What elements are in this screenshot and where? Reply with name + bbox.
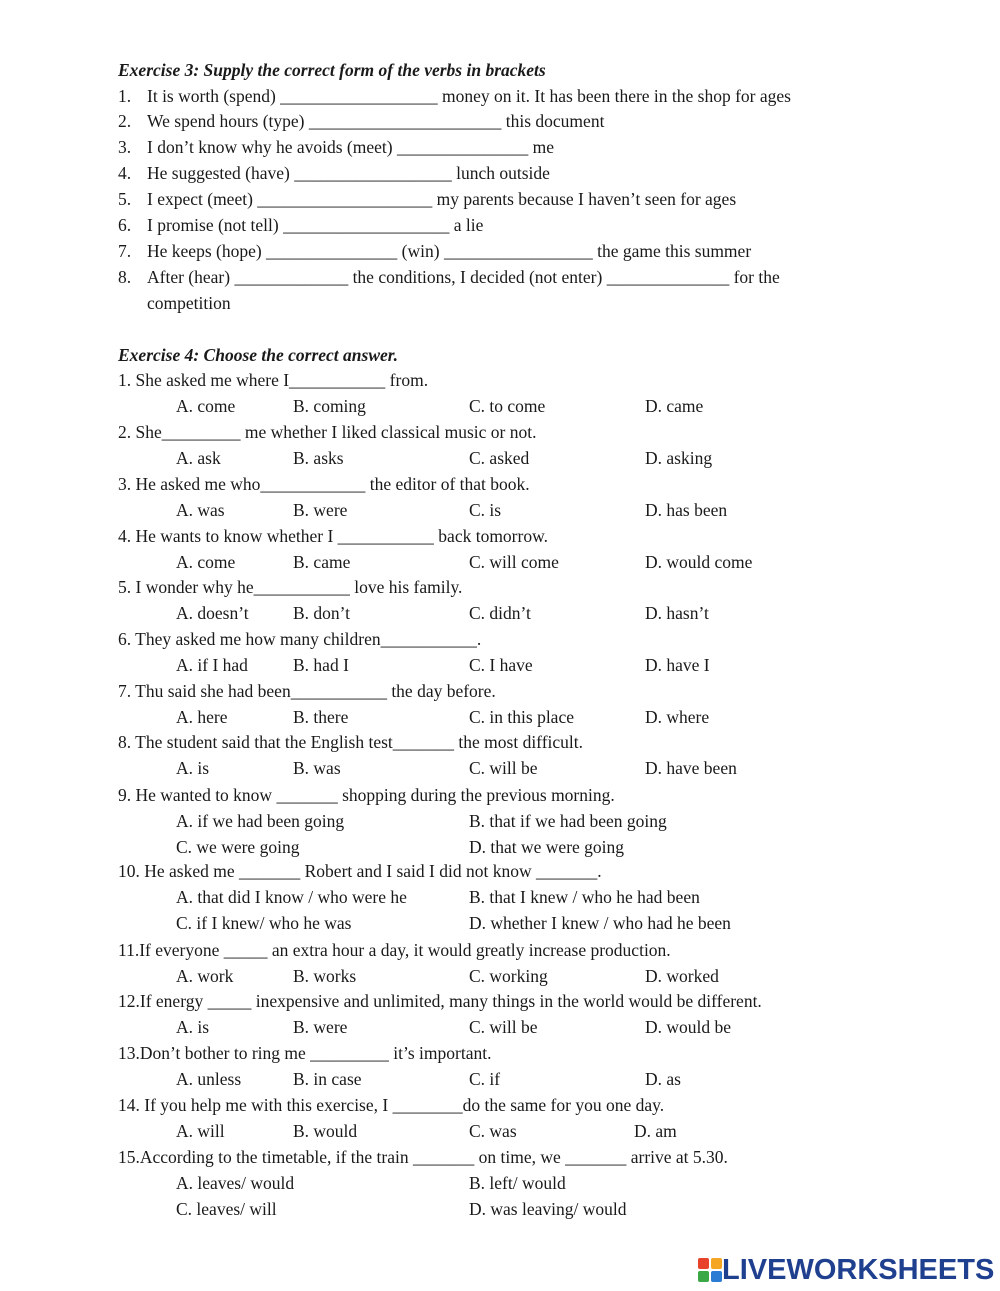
answer-option[interactable]: C. working	[469, 966, 548, 986]
answer-option[interactable]: B. left/ would	[469, 1173, 566, 1193]
item-text: We spend hours (type) ______________________ this document	[147, 111, 605, 131]
question-text: 7. Thu said she had been___________ the day before.	[118, 681, 496, 701]
question-text: 6. They asked me how many children___________.	[118, 629, 482, 649]
item-number: 5.	[118, 189, 132, 209]
answer-option[interactable]: B. in case	[293, 1069, 362, 1089]
item-text-continuation: competition	[147, 293, 231, 313]
item-number: 8.	[118, 267, 132, 287]
answer-option[interactable]: C. in this place	[469, 707, 574, 727]
answer-option[interactable]: C. was	[469, 1121, 517, 1141]
answer-option[interactable]: A. is	[176, 1017, 210, 1037]
answer-option[interactable]: A. here	[176, 707, 228, 727]
answer-option[interactable]: D. asking	[645, 448, 713, 468]
answer-option[interactable]: B. came	[293, 552, 351, 572]
answer-option[interactable]: B. were	[293, 500, 348, 520]
answer-option[interactable]: C. if I knew/ who he was	[176, 913, 352, 933]
answer-option[interactable]: A. doesn’t	[176, 603, 249, 623]
item-text: I promise (not tell) ___________________ a lie	[147, 215, 484, 235]
answer-option[interactable]: D. that we were going	[469, 837, 625, 857]
answer-option[interactable]: A. ask	[176, 448, 221, 468]
exercise-3-title: Exercise 3: Supply the correct form of the verbs in brackets	[118, 60, 546, 80]
answer-option[interactable]: D. has been	[645, 500, 728, 520]
item-text: I don’t know why he avoids (meet) _______________ me	[147, 137, 554, 157]
answer-option[interactable]: C. is	[469, 500, 502, 520]
answer-option[interactable]: B. works	[293, 966, 357, 986]
question-text: 14. If you help me with this exercise, I ________do the same for you one day.	[118, 1095, 665, 1115]
answer-option[interactable]: B. coming	[293, 396, 366, 416]
answer-option[interactable]: C. will come	[469, 552, 559, 572]
answer-option[interactable]: D. would come	[645, 552, 753, 572]
item-text: It is worth (spend) __________________ money on it. It has been there in the shop for ages	[147, 86, 791, 106]
logo-text: LIVEWORKSHEETS	[722, 1254, 995, 1286]
question-text: 8. The student said that the English test_______ the most difficult.	[118, 732, 583, 752]
answer-option[interactable]: D. was leaving/ would	[469, 1199, 627, 1219]
item-number: 2.	[118, 111, 132, 131]
question-text: 2. She_________ me whether I liked classical music or not.	[118, 422, 537, 442]
question-text: 9. He wanted to know _______ shopping during the previous morning.	[118, 785, 615, 805]
question-text: 1. She asked me where I___________ from.	[118, 370, 429, 390]
liveworksheets-logo	[698, 1253, 994, 1287]
answer-option[interactable]: B. was	[293, 758, 341, 778]
answer-option[interactable]: C. leaves/ will	[176, 1199, 277, 1219]
answer-option[interactable]: C. asked	[469, 448, 530, 468]
item-number: 1.	[118, 86, 132, 106]
question-text: 5. I wonder why he___________ love his family.	[118, 577, 463, 597]
answer-option[interactable]: D. where	[645, 707, 710, 727]
answer-option[interactable]: C. will be	[469, 758, 538, 778]
answer-option[interactable]: A. unless	[176, 1069, 242, 1089]
item-number: 3.	[118, 137, 132, 157]
answer-option[interactable]: A. that did I know / who were he	[176, 887, 407, 907]
answer-option[interactable]: B. would	[293, 1121, 358, 1141]
answer-option[interactable]: A. was	[176, 500, 225, 520]
answer-option[interactable]: A. will	[176, 1121, 225, 1141]
answer-option[interactable]: D. whether I knew / who had he been	[469, 913, 731, 933]
question-text: 3. He asked me who____________ the editor of that book.	[118, 474, 530, 494]
answer-option[interactable]: D. have been	[645, 758, 737, 778]
answer-option[interactable]: C. will be	[469, 1017, 538, 1037]
answer-option[interactable]: D. am	[634, 1121, 677, 1141]
answer-option[interactable]: C. we were going	[176, 837, 300, 857]
question-text: 4. He wants to know whether I ___________ back tomorrow.	[118, 526, 548, 546]
answer-option[interactable]: C. if	[469, 1069, 501, 1089]
question-text: 12.If energy _____ inexpensive and unlimited, many things in the world would be different.	[118, 991, 762, 1011]
answer-option[interactable]: A. come	[176, 552, 236, 572]
answer-option[interactable]: B. asks	[293, 448, 344, 468]
answer-option[interactable]: A. if we had been going	[176, 811, 345, 831]
answer-option[interactable]: A. come	[176, 396, 236, 416]
answer-option[interactable]: B. there	[293, 707, 349, 727]
answer-option[interactable]: D. would be	[645, 1017, 732, 1037]
answer-option[interactable]: B. had I	[293, 655, 349, 675]
answer-option[interactable]: C. to come	[469, 396, 546, 416]
answer-option[interactable]: B. were	[293, 1017, 348, 1037]
answer-option[interactable]: A. leaves/ would	[176, 1173, 295, 1193]
answer-option[interactable]: B. that if we had been going	[469, 811, 667, 831]
answer-option[interactable]: B. don’t	[293, 603, 351, 623]
item-text: I expect (meet) ____________________ my parents because I haven’t seen for ages	[147, 189, 737, 209]
answer-option[interactable]: D. worked	[645, 966, 719, 986]
item-number: 4.	[118, 163, 132, 183]
item-text: After (hear) _____________ the conditions, I decided (not enter) ______________ for the	[147, 267, 780, 287]
answer-option[interactable]: B. that I knew / who he had been	[469, 887, 700, 907]
answer-option[interactable]: C. didn’t	[469, 603, 531, 623]
logo-mark-icon	[698, 1257, 724, 1283]
item-number: 7.	[118, 241, 132, 261]
question-text: 15.According to the timetable, if the train _______ on time, we _______ arrive at 5.30.	[118, 1147, 728, 1167]
answer-option[interactable]: D. as	[645, 1069, 681, 1089]
item-text: He keeps (hope) _______________ (win) _________________ the game this summer	[147, 241, 752, 261]
answer-option[interactable]: A. is	[176, 758, 210, 778]
answer-option[interactable]: A. work	[176, 966, 234, 986]
answer-option[interactable]: D. came	[645, 396, 704, 416]
question-text: 11.If everyone _____ an extra hour a day, it would greatly increase production.	[118, 940, 671, 960]
exercise-4-title: Exercise 4: Choose the correct answer.	[118, 345, 398, 365]
question-text: 13.Don’t bother to ring me _________ it’s important.	[118, 1043, 492, 1063]
answer-option[interactable]: D. hasn’t	[645, 603, 709, 623]
question-text: 10. He asked me _______ Robert and I said I did not know _______.	[118, 861, 602, 881]
item-number: 6.	[118, 215, 132, 235]
item-text: He suggested (have) __________________ lunch outside	[147, 163, 550, 183]
answer-option[interactable]: D. have I	[645, 655, 710, 675]
answer-option[interactable]: C. I have	[469, 655, 533, 675]
answer-option[interactable]: A. if I had	[176, 655, 248, 675]
